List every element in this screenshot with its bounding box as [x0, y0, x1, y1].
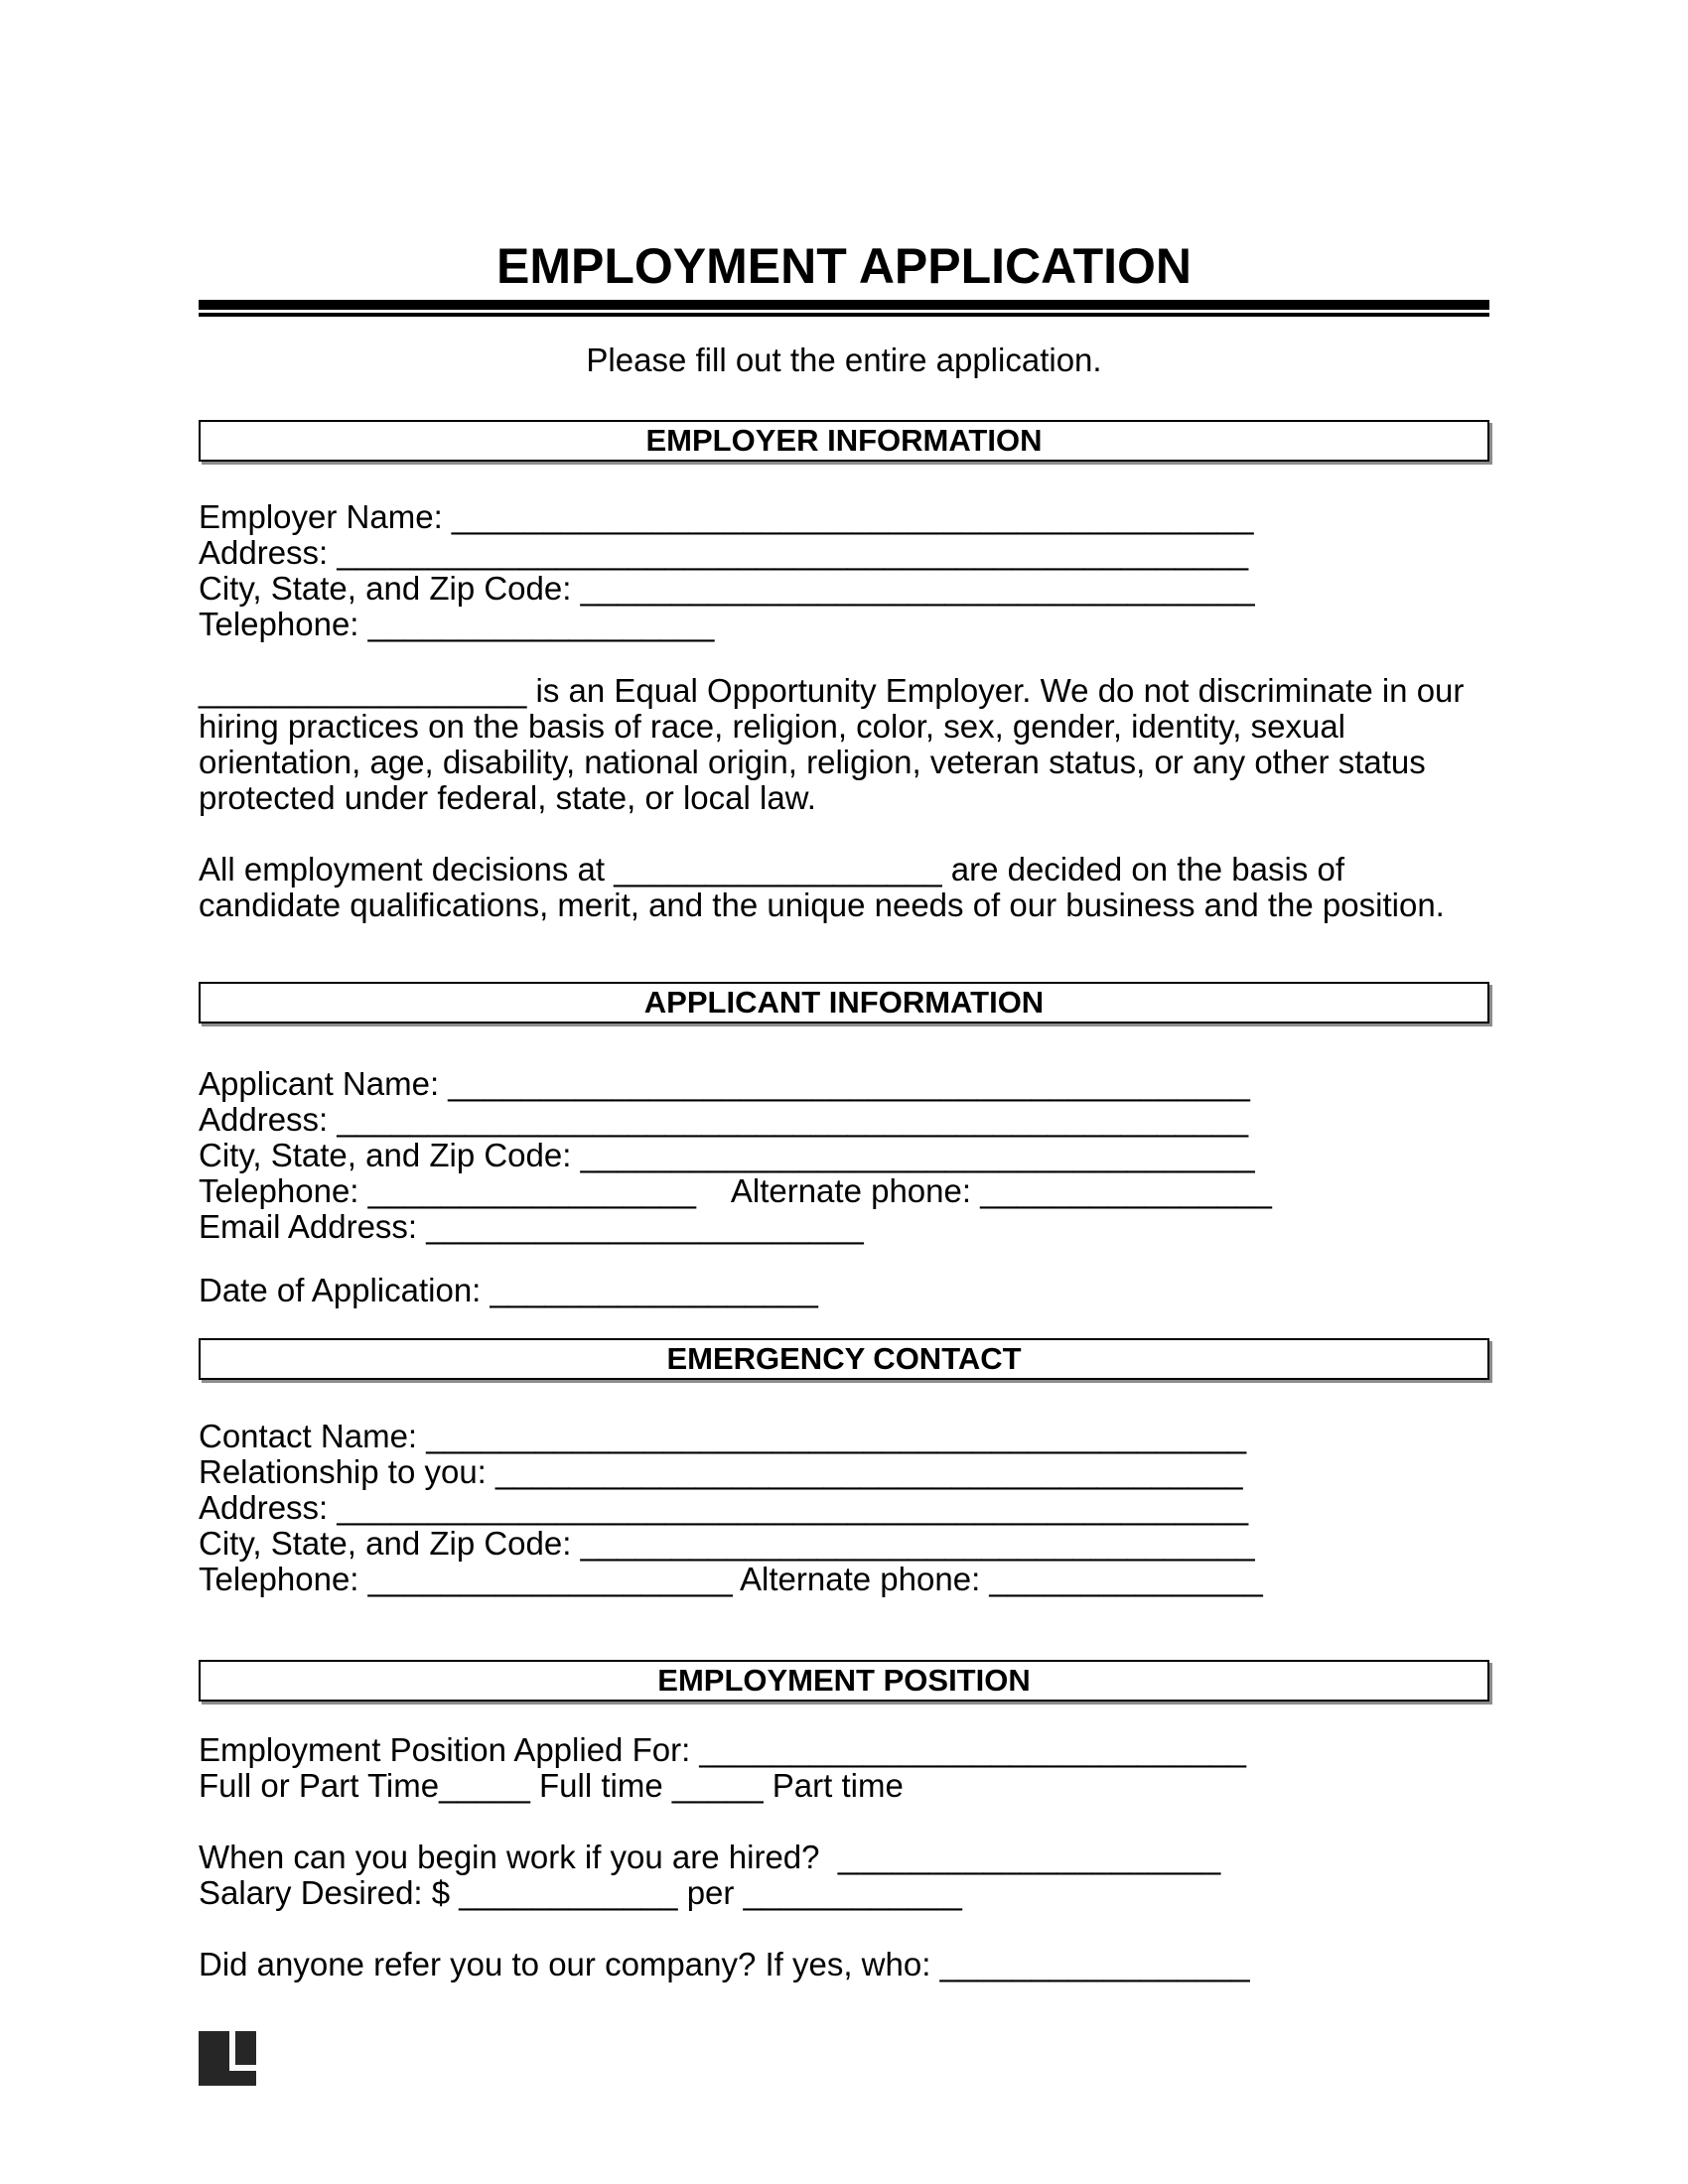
emergency-address-field [199, 1490, 1248, 1526]
emergency-contact-name-field [199, 1419, 1246, 1454]
emergency-address-blank[interactable]: __________________________________________________ [337, 1489, 1249, 1526]
applicant-address-field [199, 1102, 1248, 1138]
emergency-contact-header-label: EMERGENCY CONTACT [666, 1341, 1022, 1376]
emergency-alternate-phone-blank[interactable]: _______________ [989, 1561, 1263, 1597]
applicant-email-blank[interactable]: ________________________ [426, 1208, 864, 1245]
applicant-city-state-zip-label: City, State, and Zip Code: [199, 1137, 581, 1173]
applicant-address-label: Address: [199, 1101, 338, 1138]
full-time-label: Full time [529, 1767, 672, 1804]
employer-city-state-zip-field [199, 571, 1255, 607]
position-applied-field [199, 1732, 1246, 1768]
full-or-part-time-field [199, 1768, 904, 1804]
title-rule-thick [199, 300, 1489, 310]
emergency-city-state-zip-label: City, State, and Zip Code: [199, 1525, 581, 1562]
applicant-city-state-zip-blank[interactable]: _____________________________________ [580, 1137, 1255, 1173]
full-or-part-time-label: Full or Part Time [199, 1767, 440, 1804]
applicant-name-label: Applicant Name: [199, 1065, 449, 1102]
employer-city-state-zip-blank[interactable]: _____________________________________ [580, 570, 1255, 607]
application-date-label: Date of Application: [199, 1272, 491, 1308]
begin-work-date-field [199, 1840, 1220, 1875]
emergency-contact-section-header [199, 1338, 1489, 1380]
employer-telephone-blank[interactable]: ___________________ [367, 606, 715, 642]
applicant-telephone-field [199, 1173, 1272, 1209]
part-time-label: Part time [763, 1767, 904, 1804]
employer-name-label: Employer Name: [199, 498, 452, 535]
begin-work-date-blank[interactable]: _____________________ [837, 1839, 1221, 1875]
begin-work-date-label: When can you begin work if you are hired? [199, 1839, 838, 1875]
page-title: EMPLOYMENT APPLICATION [496, 238, 1192, 294]
emergency-alternate-phone-label: Alternate phone: [732, 1561, 990, 1597]
decisions-company-name-blank[interactable]: __________________ [614, 851, 942, 887]
decisions-text-pre: All employment decisions at [199, 851, 615, 887]
salary-desired-field [199, 1875, 962, 1911]
salary-period-blank[interactable]: ____________ [743, 1874, 962, 1911]
emergency-telephone-field [199, 1562, 1263, 1597]
applicant-telephone-label: Telephone: [199, 1172, 368, 1209]
employer-information-section-header [199, 420, 1489, 462]
full-or-part-time-blank[interactable]: _____ [439, 1767, 530, 1804]
emergency-address-label: Address: [199, 1489, 338, 1526]
legal-templates-logo [199, 2031, 256, 2086]
employer-telephone-label: Telephone: [199, 606, 368, 642]
part-time-blank[interactable]: _____ [671, 1767, 764, 1804]
employment-position-header-label: EMPLOYMENT POSITION [657, 1663, 1031, 1698]
referral-field [199, 1947, 1250, 1982]
emergency-telephone-label: Telephone: [199, 1561, 368, 1597]
employer-address-field [199, 535, 1248, 571]
employer-information-header-label: EMPLOYER INFORMATION [645, 423, 1043, 458]
employer-telephone-field [199, 607, 714, 642]
emergency-contact-name-blank[interactable]: _____________________________________________ [426, 1418, 1247, 1454]
applicant-email-label: Email Address: [199, 1208, 427, 1245]
logo-l-horizontal-bar [229, 2065, 256, 2071]
employer-address-label: Address: [199, 534, 338, 571]
applicant-name-field [199, 1066, 1250, 1102]
applicant-alternate-phone-label: Alternate phone: [696, 1172, 981, 1209]
emergency-relationship-field [199, 1454, 1243, 1490]
salary-per-label: per [677, 1874, 744, 1911]
applicant-name-blank[interactable]: ____________________________________________ [448, 1065, 1250, 1102]
referral-label: Did anyone refer you to our company? If yes, who: [199, 1946, 940, 1982]
applicant-address-blank[interactable]: __________________________________________________ [337, 1101, 1249, 1138]
title-rule-thin [199, 313, 1489, 317]
emergency-telephone-blank[interactable]: ____________________ [367, 1561, 733, 1597]
applicant-alternate-phone-blank[interactable]: ________________ [980, 1172, 1272, 1209]
application-date-blank[interactable]: __________________ [490, 1272, 818, 1308]
employer-city-state-zip-label: City, State, and Zip Code: [199, 570, 581, 607]
decisions-text-post: are decided on the basis of candidate qualifications, merit, and the unique needs of our business and the position. [199, 851, 1445, 923]
employment-decisions-paragraph [199, 852, 1495, 923]
referral-blank[interactable]: _________________ [939, 1946, 1250, 1982]
salary-desired-label: Salary Desired: $ [199, 1874, 460, 1911]
application-date-field [199, 1273, 818, 1308]
applicant-telephone-blank[interactable]: __________________ [367, 1172, 696, 1209]
emergency-contact-name-label: Contact Name: [199, 1418, 427, 1454]
emergency-relationship-blank[interactable]: _________________________________________ [495, 1453, 1243, 1490]
applicant-city-state-zip-field [199, 1138, 1255, 1173]
salary-desired-blank[interactable]: ____________ [459, 1874, 678, 1911]
position-applied-label: Employment Position Applied For: [199, 1731, 700, 1768]
eeo-statement-text: is an Equal Opportunity Employer. We do not discriminate in our hiring practices on the basis of race, religion, color, sex, gender, identity, sexual orientation, age, disability, national origin, religion, veteran status, or any other status protected under federal, state, or local law. [199, 672, 1474, 816]
position-applied-blank[interactable]: ______________________________ [699, 1731, 1247, 1768]
company-name-blank[interactable]: __________________ [199, 672, 527, 709]
emergency-relationship-label: Relationship to you: [199, 1453, 496, 1490]
page-subtitle: Please fill out the entire application. [586, 341, 1102, 378]
employment-position-section-header [199, 1660, 1489, 1702]
eeo-statement-paragraph [199, 673, 1495, 816]
applicant-email-field [199, 1209, 864, 1245]
emergency-city-state-zip-field [199, 1526, 1255, 1562]
emergency-city-state-zip-blank[interactable]: _____________________________________ [580, 1525, 1255, 1562]
employer-name-blank[interactable]: ____________________________________________ [451, 498, 1254, 535]
employer-name-field [199, 499, 1253, 535]
applicant-information-header-label: APPLICANT INFORMATION [643, 985, 1045, 1020]
applicant-information-section-header [199, 982, 1489, 1024]
employer-address-blank[interactable]: __________________________________________________ [337, 534, 1249, 571]
